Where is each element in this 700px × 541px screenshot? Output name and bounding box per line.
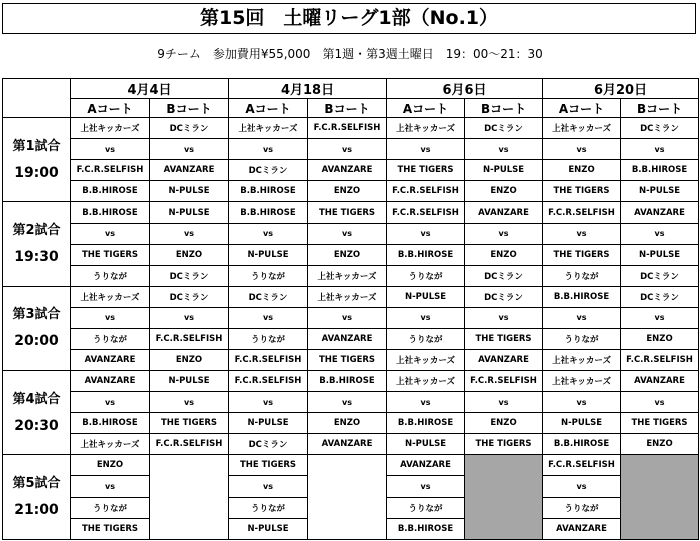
vs-label: vs — [387, 392, 465, 413]
court-header: Aコート — [543, 99, 621, 118]
away-team: うりなが — [387, 497, 465, 518]
home-team: AVANZARE — [621, 202, 699, 223]
slot-label — [3, 202, 71, 286]
referee-team: N-PULSE — [229, 518, 308, 539]
home-team: 上社キッカーズ — [308, 286, 387, 307]
away-team: THE TIGERS — [387, 160, 465, 181]
home-team: B.B.HIROSE — [543, 286, 621, 307]
vs-label: vs — [465, 392, 543, 413]
home-team: N-PULSE — [150, 371, 229, 392]
vs-label: vs — [543, 476, 621, 497]
vs-label: vs — [543, 392, 621, 413]
home-team: THE TIGERS — [308, 202, 387, 223]
vs-label: vs — [621, 392, 699, 413]
referee-team: THE TIGERS — [71, 518, 150, 539]
date-header: 4月18日 — [229, 79, 387, 99]
vs-label: vs — [543, 139, 621, 160]
home-team: 上社キッカーズ — [71, 118, 150, 139]
vs-label: vs — [621, 307, 699, 328]
game-time: 20:30 — [14, 417, 59, 434]
referee-team: うりなが — [387, 265, 465, 286]
away-team: B.B.HIROSE — [387, 413, 465, 434]
home-team: DCミラン — [621, 286, 699, 307]
vs-label: vs — [465, 223, 543, 244]
away-team: うりなが — [71, 328, 150, 349]
home-team: DCミラン — [465, 286, 543, 307]
away-team: うりなが — [229, 328, 308, 349]
vs-label: vs — [308, 307, 387, 328]
home-team: N-PULSE — [150, 202, 229, 223]
vs-label: vs — [150, 392, 229, 413]
referee-team: DCミラン — [621, 265, 699, 286]
referee-team: DCミラン — [229, 434, 308, 455]
court-header: Aコート — [229, 99, 308, 118]
away-team: N-PULSE — [229, 413, 308, 434]
away-team: ENZO — [465, 413, 543, 434]
away-team: N-PULSE — [543, 413, 621, 434]
referee-team: うりなが — [543, 265, 621, 286]
home-team: ENZO — [71, 455, 150, 476]
referee-team: N-PULSE — [621, 181, 699, 202]
away-team: THE TIGERS — [150, 413, 229, 434]
home-team: F.C.R.SELFISH — [543, 202, 621, 223]
corner-cell — [3, 79, 71, 118]
referee-team: THE TIGERS — [465, 434, 543, 455]
home-team: DCミラン — [621, 118, 699, 139]
referee-team: うりなが — [229, 265, 308, 286]
away-team: うりなが — [543, 328, 621, 349]
home-team: N-PULSE — [387, 286, 465, 307]
vs-label: vs — [71, 476, 150, 497]
slot-label — [3, 118, 71, 202]
game-number: 第1試合 — [12, 138, 61, 154]
home-team: 上社キッカーズ — [543, 371, 621, 392]
vs-label: vs — [543, 223, 621, 244]
home-team: DCミラン — [150, 286, 229, 307]
court-header: Bコート — [465, 99, 543, 118]
home-team: 上社キッカーズ — [229, 118, 308, 139]
court-header: Bコート — [150, 99, 229, 118]
away-team: THE TIGERS — [465, 328, 543, 349]
home-team: 上社キッカーズ — [387, 118, 465, 139]
referee-team: N-PULSE — [150, 181, 229, 202]
court-header: Aコート — [71, 99, 150, 118]
away-team: THE TIGERS — [621, 413, 699, 434]
away-team: うりなが — [71, 497, 150, 518]
referee-team: ENZO — [150, 350, 229, 371]
game-number: 第5試合 — [12, 476, 61, 492]
referee-team: AVANZARE — [308, 434, 387, 455]
game-time: 19:30 — [14, 249, 59, 266]
referee-team: F.C.R.SELFISH — [229, 350, 308, 371]
vs-label: vs — [229, 223, 308, 244]
vs-label: vs — [71, 223, 150, 244]
home-team: AVANZARE — [465, 202, 543, 223]
unused-court-cell — [465, 455, 543, 540]
court-header: Aコート — [387, 99, 465, 118]
home-team: 上社キッカーズ — [543, 118, 621, 139]
referee-team: 上社キッカーズ — [71, 434, 150, 455]
away-team: B.B.HIROSE — [387, 244, 465, 265]
vs-label: vs — [465, 139, 543, 160]
referee-team: AVANZARE — [465, 350, 543, 371]
away-team: B.B.HIROSE — [71, 413, 150, 434]
away-team: ENZO — [621, 328, 699, 349]
vs-label: vs — [308, 223, 387, 244]
away-team: うりなが — [543, 497, 621, 518]
away-team: N-PULSE — [465, 160, 543, 181]
referee-team: うりなが — [71, 265, 150, 286]
vs-label: vs — [308, 392, 387, 413]
away-team: ENZO — [465, 244, 543, 265]
home-team: AVANZARE — [387, 455, 465, 476]
unused-court-cell — [621, 455, 699, 540]
vs-label: vs — [229, 139, 308, 160]
away-team: ENZO — [543, 160, 621, 181]
game-number: 第2試合 — [12, 223, 61, 239]
vs-label: vs — [387, 139, 465, 160]
referee-team: ENZO — [465, 181, 543, 202]
home-team: THE TIGERS — [229, 455, 308, 476]
referee-team: AVANZARE — [71, 350, 150, 371]
vs-label: vs — [71, 139, 150, 160]
vs-label: vs — [465, 307, 543, 328]
away-team: THE TIGERS — [543, 244, 621, 265]
home-team: DCミラン — [150, 118, 229, 139]
home-team: DCミラン — [465, 118, 543, 139]
home-team: F.C.R.SELFISH — [229, 371, 308, 392]
vs-label: vs — [229, 307, 308, 328]
referee-team: 上社キッカーズ — [543, 350, 621, 371]
vs-label: vs — [543, 307, 621, 328]
home-team: B.B.HIROSE — [71, 202, 150, 223]
referee-team: B.B.HIROSE — [543, 434, 621, 455]
home-team: B.B.HIROSE — [229, 202, 308, 223]
slot-label — [3, 371, 71, 455]
away-team: ENZO — [150, 244, 229, 265]
vs-label: vs — [621, 223, 699, 244]
game-number: 第4試合 — [12, 391, 61, 407]
away-team: うりなが — [229, 497, 308, 518]
away-team: N-PULSE — [621, 244, 699, 265]
away-team: AVANZARE — [308, 328, 387, 349]
home-team: F.C.R.SELFISH — [543, 455, 621, 476]
referee-team: ENZO — [621, 434, 699, 455]
referee-team: F.C.R.SELFISH — [387, 181, 465, 202]
vs-label: vs — [150, 139, 229, 160]
referee-team: N-PULSE — [387, 434, 465, 455]
court-header: Bコート — [308, 99, 387, 118]
home-team: B.B.HIROSE — [308, 371, 387, 392]
home-team: AVANZARE — [621, 371, 699, 392]
away-team: THE TIGERS — [71, 244, 150, 265]
referee-team: F.C.R.SELFISH — [621, 350, 699, 371]
date-header: 6月6日 — [387, 79, 543, 99]
vs-label: vs — [621, 139, 699, 160]
date-header: 4月4日 — [71, 79, 229, 99]
referee-team: B.B.HIROSE — [387, 518, 465, 539]
away-team: F.C.R.SELFISH — [71, 160, 150, 181]
vs-label: vs — [229, 476, 308, 497]
away-team: ENZO — [308, 244, 387, 265]
referee-team: AVANZARE — [543, 518, 621, 539]
referee-team: ENZO — [308, 181, 387, 202]
home-team: F.C.R.SELFISH — [308, 118, 387, 139]
away-team: AVANZARE — [150, 160, 229, 181]
home-team: F.C.R.SELFISH — [387, 202, 465, 223]
home-team: 上社キッカーズ — [71, 286, 150, 307]
schedule-table — [2, 78, 699, 540]
away-team: N-PULSE — [229, 244, 308, 265]
away-team: うりなが — [387, 328, 465, 349]
court-header: Bコート — [621, 99, 699, 118]
vs-label: vs — [229, 392, 308, 413]
referee-team: F.C.R.SELFISH — [150, 434, 229, 455]
date-header: 6月20日 — [543, 79, 699, 99]
game-time: 20:00 — [14, 333, 59, 350]
vs-label: vs — [308, 139, 387, 160]
empty-match-cell — [308, 455, 387, 540]
vs-label: vs — [387, 307, 465, 328]
game-time: 21:00 — [14, 502, 59, 519]
page-title: 第15回 土曜リーグ1部（No.1） — [2, 3, 696, 34]
home-team: DCミラン — [229, 286, 308, 307]
referee-team: 上社キッカーズ — [308, 265, 387, 286]
vs-label: vs — [387, 223, 465, 244]
referee-team: DCミラン — [465, 265, 543, 286]
referee-team: DCミラン — [150, 265, 229, 286]
referee-team: 上社キッカーズ — [387, 350, 465, 371]
vs-label: vs — [387, 476, 465, 497]
away-team: ENZO — [308, 413, 387, 434]
vs-label: vs — [71, 392, 150, 413]
home-team: F.C.R.SELFISH — [465, 371, 543, 392]
vs-label: vs — [71, 307, 150, 328]
referee-team: THE TIGERS — [308, 350, 387, 371]
slot-label — [3, 455, 71, 540]
away-team: DCミラン — [229, 160, 308, 181]
league-info: 9チーム 参加費用¥55,000 第1週・第3週土曜日 19：00〜21：30 — [157, 47, 543, 61]
vs-label: vs — [150, 223, 229, 244]
referee-team: B.B.HIROSE — [71, 181, 150, 202]
away-team: AVANZARE — [308, 160, 387, 181]
vs-label: vs — [150, 307, 229, 328]
away-team: F.C.R.SELFISH — [150, 328, 229, 349]
game-number: 第3試合 — [12, 307, 61, 323]
referee-team: B.B.HIROSE — [229, 181, 308, 202]
away-team: B.B.HIROSE — [621, 160, 699, 181]
home-team: 上社キッカーズ — [387, 371, 465, 392]
home-team: AVANZARE — [71, 371, 150, 392]
empty-match-cell — [150, 455, 229, 540]
slot-label — [3, 286, 71, 370]
game-time: 19:00 — [14, 164, 59, 181]
referee-team: THE TIGERS — [543, 181, 621, 202]
